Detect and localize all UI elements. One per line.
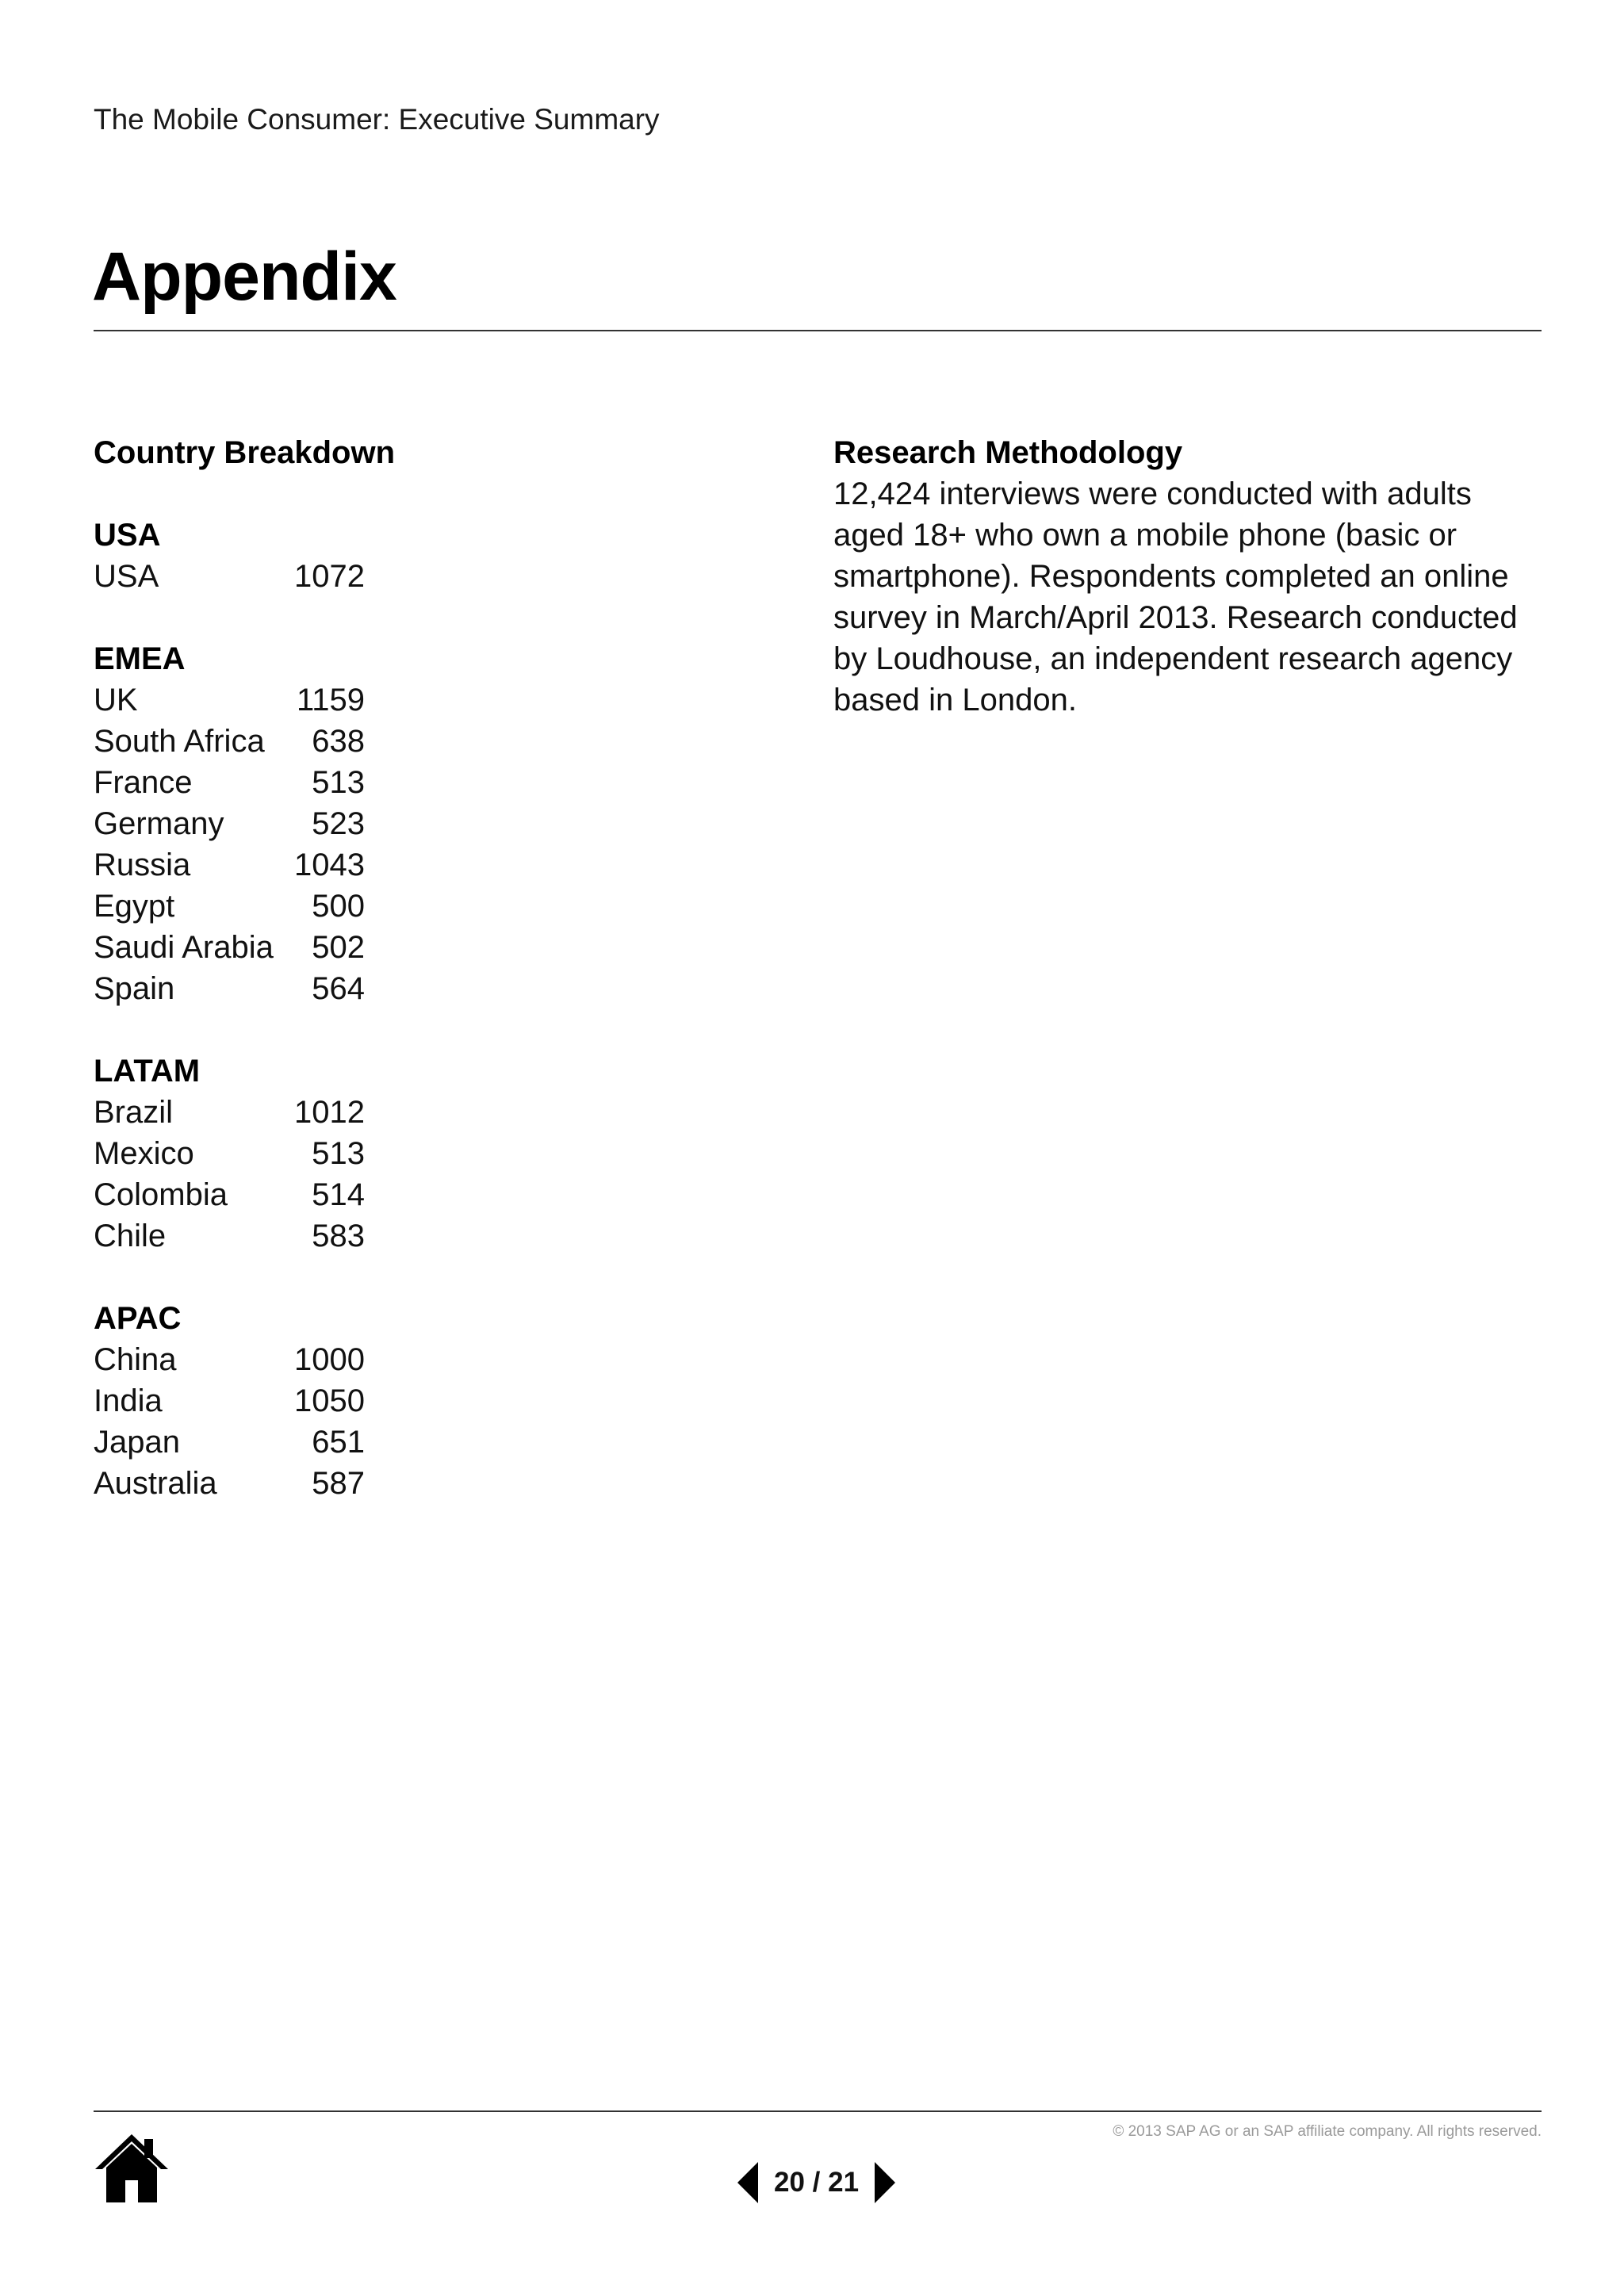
country-name: Australia [94,1466,217,1501]
region-heading: LATAM [94,1054,201,1089]
country-name: France [94,765,193,800]
respondent-count: 1159 [296,683,365,718]
respondent-count: 1012 [294,1095,365,1130]
country-name: Egypt [94,889,175,924]
footer-divider [94,2110,1542,2112]
respondent-count: 1072 [294,559,365,594]
methodology-heading: Research Methodology [833,435,1183,470]
country-name: India [94,1383,163,1418]
country-name: South Africa [94,724,265,759]
country-name: Mexico [94,1136,194,1171]
respondent-count: 502 [312,930,365,965]
region-apac [94,1298,490,1504]
respondent-count: 564 [312,971,365,1006]
country-name: Colombia [94,1177,228,1212]
region-list [94,515,490,1504]
home-icon [92,2130,171,2206]
region-usa [94,515,490,597]
respondent-count: 513 [312,1136,365,1171]
country-row [94,721,490,762]
country-row [94,1092,490,1133]
region-heading: EMEA [94,641,186,676]
country-row [94,1463,490,1504]
region-heading: USA [94,518,161,553]
country-row [94,1339,490,1380]
country-row [94,803,490,844]
next-page-button[interactable] [873,2162,897,2203]
country-row [94,1380,490,1422]
region-emea [94,638,490,1009]
respondent-count: 514 [312,1177,365,1212]
respondent-count: 1000 [294,1342,365,1377]
country-name: Russia [94,848,191,882]
country-name: UK [94,683,138,718]
country-row [94,1422,490,1463]
country-name: Saudi Arabia [94,930,274,965]
country-name: Chile [94,1219,167,1253]
research-methodology [833,432,1547,721]
triangle-left-icon [737,2162,758,2203]
respondent-count: 651 [312,1425,365,1460]
country-row [94,927,490,968]
region-latam [94,1050,490,1257]
region-heading: APAC [94,1301,182,1336]
page-title: Appendix [92,239,396,315]
respondent-count: 638 [312,724,365,759]
home-button[interactable] [92,2130,171,2206]
respondent-count: 583 [312,1219,365,1253]
country-row [94,762,490,803]
previous-page-button[interactable] [736,2162,760,2203]
respondent-count: 523 [312,806,365,841]
country-name: Japan [94,1425,180,1460]
respondent-count: 587 [312,1466,365,1501]
respondent-count: 1043 [294,848,365,882]
respondent-count: 513 [312,765,365,800]
title-divider [94,330,1542,331]
respondent-count: 500 [312,889,365,924]
country-name: Brazil [94,1095,174,1130]
page-counter: 20 / 21 [774,2167,860,2198]
country-row [94,886,490,927]
country-name: Spain [94,971,175,1006]
page-navigation [736,2160,897,2205]
country-name: China [94,1342,177,1377]
country-name: USA [94,559,159,594]
methodology-text: 12,424 interviews were conducted with adults aged 18+ who own a mobile phone (basic or smartphone). Respondents completed an online survey in March/April 2013. Research conducted by Loudhouse, an independent research agency based in London. [833,476,1518,718]
country-row [94,1215,490,1257]
country-breakdown-heading: Country Breakdown [94,435,396,470]
running-header: The Mobile Consumer: Executive Summary [94,103,660,136]
country-row [94,1133,490,1174]
country-name: Germany [94,806,224,841]
country-row [94,844,490,886]
country-row [94,556,490,597]
country-row [94,1174,490,1215]
copyright-notice: © 2013 SAP AG or an SAP affiliate company. All rights reserved. [1113,2123,1542,2140]
respondent-count: 1050 [294,1383,365,1418]
country-breakdown [94,432,490,1504]
country-row [94,679,490,721]
triangle-right-icon [875,2162,895,2203]
country-row [94,968,490,1009]
